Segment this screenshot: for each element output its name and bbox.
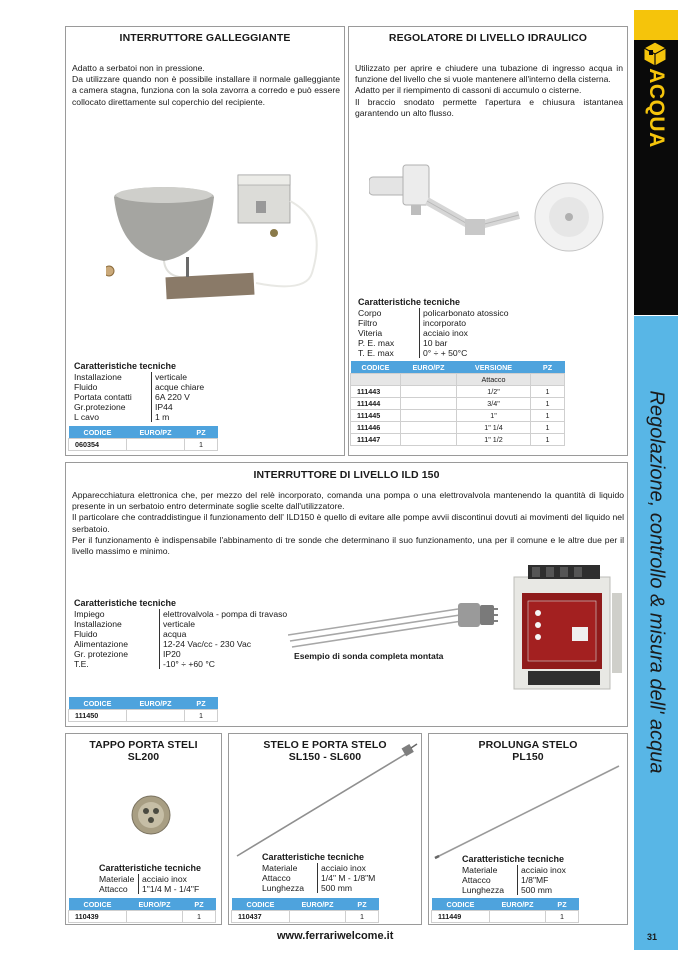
cell-codice: 111446	[351, 422, 401, 434]
spec-value: 1/8"MF	[521, 875, 549, 885]
spec-value: 1"1/4 M - 1/4"F	[142, 884, 200, 894]
table-row	[351, 386, 565, 398]
spec-title: Caratteristiche tecniche	[74, 598, 177, 608]
cell-versione: 1" 1/4	[457, 422, 531, 434]
col-header-euro: EURO/PZ	[401, 361, 457, 374]
price-table-stelo	[231, 898, 379, 923]
table-row	[69, 710, 218, 722]
description-line: Il braccio snodato permette l'apertura e chiusura istantanea garantendo un alto flusso.	[355, 96, 623, 118]
spec-key: L cavo	[74, 412, 152, 422]
col-header-pz: PZ	[183, 898, 216, 911]
col-header-pz: PZ	[185, 426, 218, 439]
price-table-galleggiante	[68, 426, 218, 451]
cell-euro	[401, 398, 457, 410]
col-header-codice: CODICE	[69, 697, 127, 710]
cell-pz: 1	[531, 422, 565, 434]
spec-key: T.E.	[74, 659, 160, 669]
spec-key: Corpo	[358, 308, 420, 318]
spec-value: 6A 220 V	[155, 392, 190, 402]
cell-versione: 3/4"	[457, 398, 531, 410]
col-header-codice: CODICE	[69, 426, 127, 439]
product-title: REGOLATORE DI LIVELLO IDRAULICO	[388, 32, 588, 44]
cell-codice: 111450	[69, 710, 127, 722]
col-header-codice: CODICE	[351, 361, 401, 374]
cell-pz: 1	[546, 911, 579, 923]
product-card-stelo	[228, 733, 422, 925]
spec-title: Caratteristiche tecniche	[358, 297, 461, 307]
spec-key: P. E. max	[358, 338, 420, 348]
cell-pz: 1	[531, 398, 565, 410]
cell-codice: 110439	[69, 911, 127, 923]
cell-euro	[490, 911, 546, 923]
stem-extension-image	[433, 762, 625, 862]
spec-value: 10 bar	[423, 338, 448, 348]
col-header-euro: EURO/PZ	[127, 426, 185, 439]
cell-euro	[127, 911, 183, 923]
spec-value: 1 m	[155, 412, 170, 422]
spec-value: acciaio inox	[142, 874, 187, 884]
product-title-line: STELO E PORTA STELO	[263, 739, 387, 751]
cell-codice: 060354	[69, 439, 127, 451]
water-category-icon	[640, 38, 670, 68]
spec-list	[74, 372, 204, 422]
spec-key: Attacco	[462, 875, 518, 885]
spec-value: acque chiare	[155, 382, 205, 392]
spec-title: Caratteristiche tecniche	[99, 863, 202, 873]
cell-versione: 1"	[457, 410, 531, 422]
cell-euro	[401, 434, 457, 446]
product-title-line: SL150 - SL600	[288, 751, 362, 763]
col-header-pz: PZ	[546, 898, 579, 911]
col-header-pz: PZ	[531, 361, 565, 374]
col-header-versione: VERSIONE	[457, 361, 531, 374]
cell-pz: 1	[531, 386, 565, 398]
spec-key: Portata contatti	[74, 392, 152, 402]
cell-versione: 1/2"	[457, 386, 531, 398]
spec-value: acciaio inox	[321, 863, 366, 873]
spec-value: policarbonato atossico	[423, 308, 509, 318]
spec-key: Materiale	[462, 865, 518, 875]
table-row	[351, 410, 565, 422]
spec-key: T. E. max	[358, 348, 420, 358]
spec-key: Attacco	[262, 873, 318, 883]
spec-key: Lunghezza	[462, 885, 518, 895]
product-card-prolunga	[428, 733, 628, 925]
spec-value: verticale	[155, 372, 187, 382]
cell-pz: 1	[531, 434, 565, 446]
product-card-tappo	[65, 733, 222, 925]
spec-value: acciaio inox	[521, 865, 566, 875]
cell-codice: 111449	[432, 911, 490, 923]
cell-codice: 110437	[232, 911, 290, 923]
footer-website-link[interactable]: www.ferrariwelcome.it	[277, 930, 394, 942]
sidebar-section-subtitle: Regolazione, controllo & misura dell' acqua	[645, 390, 668, 774]
col-header-codice: CODICE	[432, 898, 490, 911]
spec-value: -10° ÷ +60 °C	[163, 659, 215, 669]
product-title	[66, 739, 221, 763]
cell-subheader-attacco: Attacco	[457, 374, 531, 386]
description-line: Adatto a serbatoi non in pressione.	[72, 63, 205, 73]
table-row	[232, 911, 379, 923]
spec-value: 0° ÷ + 50°C	[423, 348, 468, 358]
product-title	[429, 739, 627, 763]
product-card-galleggiante	[65, 26, 345, 456]
sidebar-accent	[634, 10, 678, 40]
probe-image	[288, 589, 498, 649]
price-table-tappo	[68, 898, 216, 923]
cell-euro	[290, 911, 346, 923]
level-relay-image	[512, 563, 624, 693]
cell-euro	[127, 710, 185, 722]
cell-euro	[401, 422, 457, 434]
col-header-euro: EURO/PZ	[127, 898, 183, 911]
spec-list	[99, 874, 199, 894]
price-table-prolunga	[431, 898, 579, 923]
description-line: Per il funzionamento è indispensabile l'abbinamento di tre sonde che determinano il suo funzionamento, una per il comune e le altre due per il livello massimo e minimo.	[72, 534, 624, 557]
cell-pz: 1	[185, 439, 218, 451]
spec-value: 12-24 Vac/cc - 230 Vac	[163, 639, 252, 649]
table-row	[69, 439, 218, 451]
spec-value: 500 mm	[521, 885, 553, 895]
cell-pz: 1	[185, 710, 218, 722]
spec-title: Caratteristiche tecniche	[462, 854, 565, 864]
spec-value: elettrovalvola - pompa di travaso	[163, 609, 288, 619]
spec-title: Caratteristiche tecniche	[74, 361, 177, 371]
col-header-euro: EURO/PZ	[127, 697, 185, 710]
product-description	[72, 63, 340, 108]
cell-euro	[127, 439, 185, 451]
spec-value: incorporato	[423, 318, 466, 328]
spec-value: 500 mm	[321, 883, 353, 893]
cell-codice: 111445	[351, 410, 401, 422]
description-line: Apparecchiatura elettronica che, per mezzo del relè incorporato, comanda una pompa o una elettrovalvola mantenendo la quantità di liquido presente in un serbatoio entro determinate soglie scelte dall'utilizzatore.	[72, 490, 624, 512]
col-header-euro: EURO/PZ	[290, 898, 346, 911]
table-row	[69, 911, 216, 923]
description-line: Il particolare che contraddistingue il funzionamento dell' ILD150 è quello di evitare alle pompe avvii discontinui dovuti ai movimenti del liquido nel serbatoio.	[72, 512, 624, 534]
float-switch-image	[106, 161, 336, 306]
description-line: Da utilizzare quando non è possibile installare il normale galleggiante a camera stagna, funziona con la sola zavorra a corredo e può essere collocato direttamente sul coperchio del recipiente.	[72, 74, 340, 107]
price-table-regolatore	[350, 361, 565, 446]
spec-list	[358, 308, 509, 358]
spec-key: Lunghezza	[262, 883, 318, 893]
spec-list	[462, 865, 566, 895]
table-row	[351, 398, 565, 410]
description-line: Utilizzato per aprire e chiudere una tubazione di ingresso acqua in funzione del livello che si vuole mantenere all'interno della cisterna.	[355, 63, 623, 85]
hydraulic-float-valve-image	[369, 157, 609, 287]
spec-value: acciaio inox	[423, 328, 468, 338]
stem-holder-cap-image	[130, 794, 172, 836]
cell-euro	[401, 410, 457, 422]
spec-key: Filtro	[358, 318, 420, 328]
sidebar-category-label: ACQUA	[645, 68, 668, 148]
product-description	[72, 490, 624, 557]
col-header-pz: PZ	[185, 697, 218, 710]
spec-key: Impiego	[74, 609, 160, 619]
product-title-line: PROLUNGA STELO	[478, 739, 578, 751]
spec-value: IP20	[163, 649, 181, 659]
col-header-euro: EURO/PZ	[490, 898, 546, 911]
stem-rod-image	[233, 742, 419, 860]
cell-euro	[401, 386, 457, 398]
spec-key: Gr. protezione	[74, 649, 160, 659]
cell-versione: 1" 1/2	[457, 434, 531, 446]
spec-key: Attacco	[99, 884, 139, 894]
table-subheader-row	[351, 374, 565, 386]
product-title: INTERRUTTORE GALLEGGIANTE	[119, 32, 291, 44]
cell-pz: 1	[346, 911, 379, 923]
product-description	[355, 63, 623, 119]
probe-caption: Esempio di sonda completa montata	[294, 651, 444, 661]
spec-value: 1/4" M - 1/8"M	[321, 873, 376, 883]
spec-title: Caratteristiche tecniche	[262, 852, 365, 862]
price-table-ild150	[68, 697, 218, 722]
page-number: 31	[647, 932, 658, 942]
spec-key: Fluido	[74, 629, 160, 639]
spec-list	[74, 609, 287, 669]
spec-key: Alimentazione	[74, 639, 160, 649]
cell-pz: 1	[183, 911, 216, 923]
spec-key: Fluido	[74, 382, 152, 392]
col-header-codice: CODICE	[69, 898, 127, 911]
product-card-ild150	[65, 462, 628, 727]
product-title: INTERRUTTORE DI LIVELLO ILD 150	[253, 469, 440, 481]
spec-key: Installazione	[74, 372, 152, 382]
cell-codice: 111444	[351, 398, 401, 410]
col-header-pz: PZ	[346, 898, 379, 911]
spec-key: Installazione	[74, 619, 160, 629]
product-title-line: SL200	[127, 751, 160, 763]
spec-list	[262, 863, 375, 893]
spec-key: Materiale	[262, 863, 318, 873]
col-header-codice: CODICE	[232, 898, 290, 911]
cell-codice: 111447	[351, 434, 401, 446]
spec-key: Gr.protezione	[74, 402, 152, 412]
table-row	[351, 422, 565, 434]
table-row	[351, 434, 565, 446]
spec-key: Materiale	[99, 874, 139, 884]
table-row	[432, 911, 579, 923]
spec-key: Viteria	[358, 328, 420, 338]
cell-codice: 111443	[351, 386, 401, 398]
product-title-line: PL150	[512, 751, 544, 763]
product-title-line: TAPPO PORTA STELI	[89, 739, 198, 751]
spec-value: verticale	[163, 619, 195, 629]
description-line: Adatto per il riempimento di cassoni di accumulo o cisterne.	[355, 85, 582, 96]
spec-value: IP44	[155, 402, 173, 412]
spec-value: acqua	[163, 629, 187, 639]
cell-pz: 1	[531, 410, 565, 422]
